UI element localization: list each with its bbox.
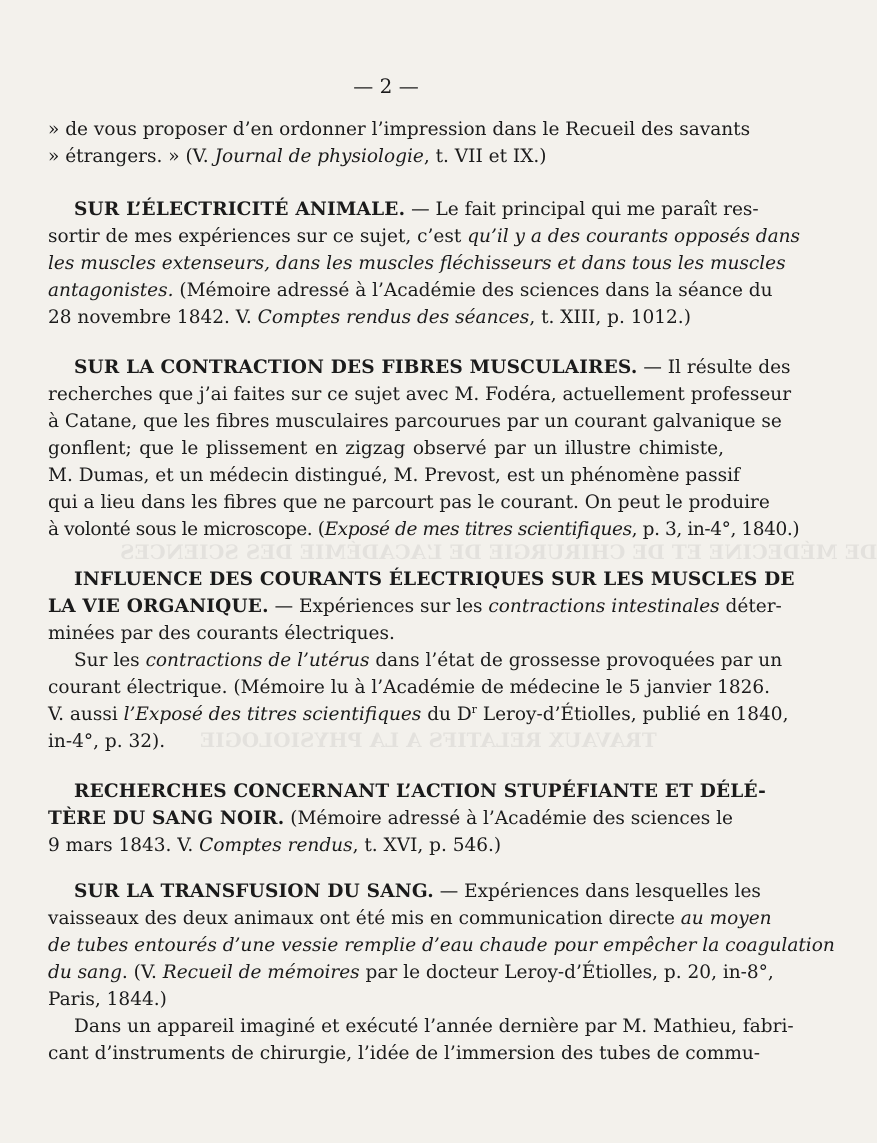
section-electricite: SUR L’ÉLECTRICITÉ ANIMALE. — Le fait principal qui me paraît res-	[74, 199, 759, 220]
text-line: Sur les contractions de l’utérus dans l’état de grossesse provoquées par un	[74, 650, 783, 671]
text-line: recherches que j’ai faites sur ce sujet avec M. Fodéra, actuellement professeur	[48, 384, 792, 405]
text-line: LA VIE ORGANIQUE. — Expériences sur les contractions intestinales déter-	[48, 596, 782, 617]
text-line: M. Dumas, et un médecin distingué, M. Prevost, est un phénomène passif	[48, 465, 740, 486]
text-line: courant électrique. (Mémoire lu à l’Académie de médecine le 5 janvier 1826.	[48, 677, 771, 698]
text-line: 28 novembre 1842. V. Comptes rendus des séances, t. XIII, p. 1012.)	[48, 307, 691, 328]
bleed-through-text: TRAVAUX RELATIFS A LA PHYSIOLOGIE	[200, 728, 657, 752]
text-line: vaisseaux des deux animaux ont été mis en communication directe au moyen	[48, 908, 772, 929]
bleed-through-text: DE MÉDECINE ET DE CHIRURGIE DE L’ACADÉMIE DES SCIENCES	[120, 540, 877, 564]
section-influence-title: INFLUENCE DES COURANTS ÉLECTRIQUES SUR LES MUSCLES DE	[74, 569, 795, 590]
text-line: sortir de mes expériences sur ce sujet, c’est qu’il y a des courants opposés dans	[48, 226, 801, 247]
text-line: à Catane, que les fibres musculaires parcourues par un courant galvanique se	[48, 411, 782, 432]
section-title: SUR LA CONTRACTION DES FIBRES MUSCULAIRES.	[74, 357, 638, 378]
text-line: » de vous proposer d’en ordonner l’impression dans le Recueil des savants	[48, 119, 751, 140]
text-line: de tubes entourés d’une vessie remplie d’eau chaude pour empêcher la coagulation	[48, 935, 835, 956]
text-line: minées par des courants électriques.	[48, 623, 395, 644]
text-line: du sang. (V. Recueil de mémoires par le docteur Leroy-d’Étiolles, p. 20, in-8°,	[48, 962, 774, 983]
text-line: TÈRE DU SANG NOIR. (Mémoire adressé à l’Académie des sciences le	[48, 808, 733, 829]
section-recherches-title: RECHERCHES CONCERNANT L’ACTION STUPÉFIANTE ET DÉLÉ-	[74, 781, 766, 802]
text-line: in-4°, p. 32).	[48, 731, 166, 752]
text-line: qui a lieu dans les fibres que ne parcourt pas le courant. On peut le produire	[48, 492, 770, 513]
section-title: SUR L’ÉLECTRICITÉ ANIMALE.	[74, 199, 406, 220]
page-number: — 2 —	[353, 74, 419, 98]
text-line: gonflent; que le plissement en zigzag observé par un illustre chimiste,	[48, 438, 724, 459]
text-line: 9 mars 1843. V. Comptes rendus, t. XVI, p. 546.)	[48, 835, 502, 856]
section-contraction: SUR LA CONTRACTION DES FIBRES MUSCULAIRES. — Il résulte des	[74, 357, 791, 378]
text-line: cant d’instruments de chirurgie, l’idée de l’immersion des tubes de commu-	[48, 1043, 761, 1064]
text-line: Paris, 1844.)	[48, 989, 167, 1010]
text-line: à volonté sous le microscope. (Exposé de mes titres scientifiques, p. 3, in-4°, 1840.)	[48, 519, 800, 540]
text-line: antagonistes. (Mémoire adressé à l’Académie des sciences dans la séance du	[48, 280, 773, 301]
text-line: V. aussi l’Exposé des titres scientifiques du $D^r$ Leroy-d’Étiolles, publié en 1840,	[48, 702, 789, 725]
text-line: » étrangers. » (V. Journal de physiologie, t. VII et IX.)	[48, 146, 547, 167]
text-line: Dans un appareil imaginé et exécuté l’année dernière par M. Mathieu, fabri-	[74, 1016, 794, 1037]
section-title: SUR LA TRANSFUSION DU SANG.	[74, 881, 434, 902]
section-transfusion: SUR LA TRANSFUSION DU SANG. — Expériences dans lesquelles les	[74, 881, 761, 902]
text-line: les muscles extenseurs, dans les muscles fléchisseurs et dans tous les muscles	[48, 253, 786, 274]
